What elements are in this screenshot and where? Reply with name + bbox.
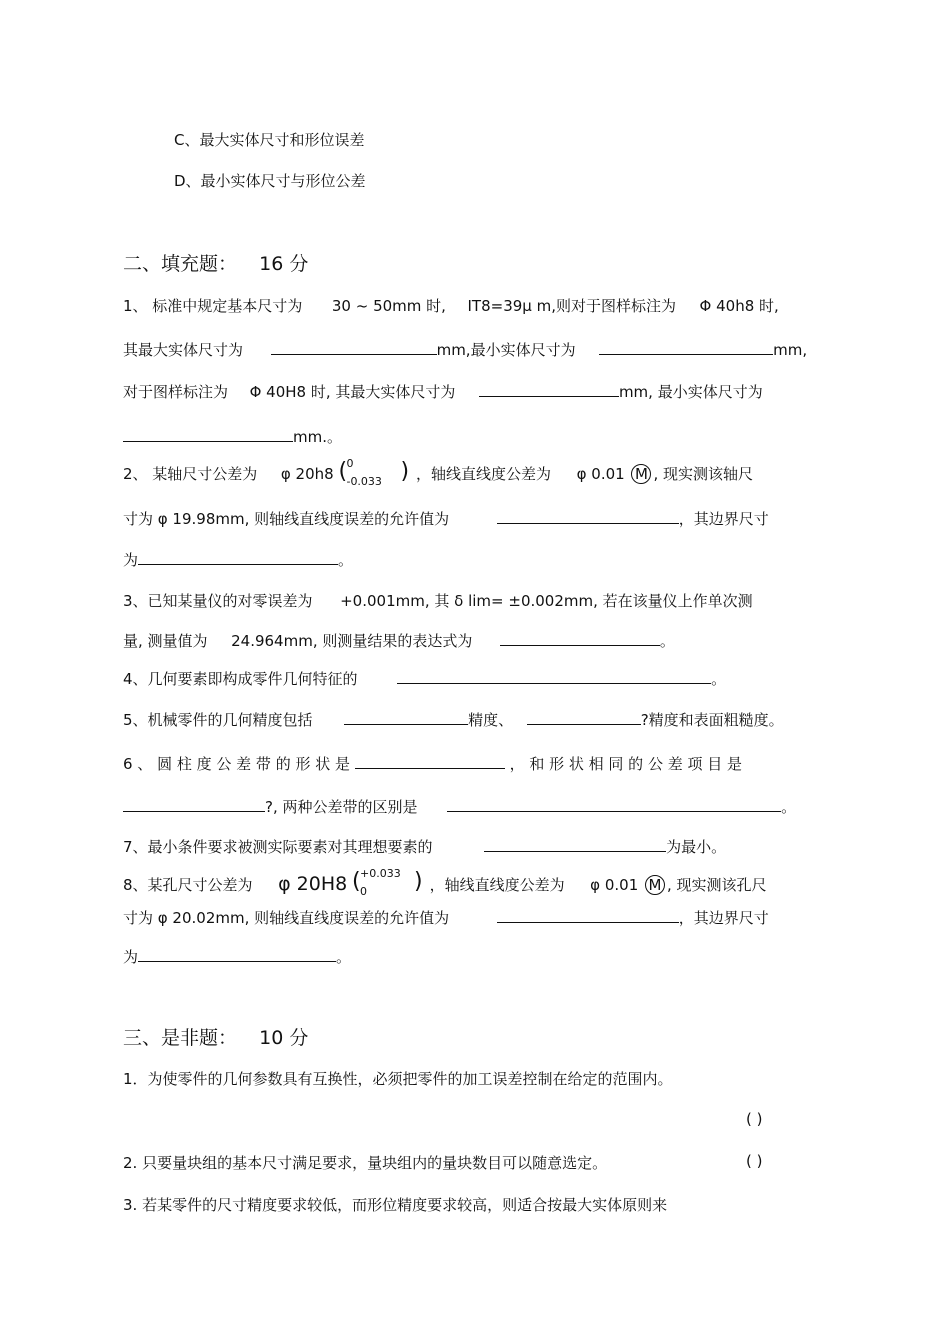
q2-text: 寸为 φ 19.98mm, 则轴线直线度误差的允许值为 bbox=[123, 510, 450, 528]
blank-field[interactable] bbox=[447, 795, 781, 812]
blank-field[interactable] bbox=[138, 548, 338, 565]
q1-text: mm.。 bbox=[293, 428, 342, 446]
blank-field[interactable] bbox=[497, 507, 679, 524]
q2-shaft-size: φ 20h8 bbox=[280, 465, 334, 483]
option-c: C、最大实体尺寸和形位误差 bbox=[174, 131, 365, 149]
tol-upper: +0.033 bbox=[360, 867, 401, 880]
q8-text: ，其边界尺寸 bbox=[678, 909, 769, 927]
q1-line1 bbox=[123, 295, 779, 317]
q4-line bbox=[123, 667, 726, 689]
q5-text: 5、机械零件的几何精度包括 bbox=[123, 711, 313, 729]
q3-line2 bbox=[123, 629, 675, 651]
blank-field[interactable] bbox=[138, 945, 336, 962]
q6-text: ， 和 形 状 相 同 的 公 差 项 目 是 bbox=[509, 755, 743, 773]
q2-text: ，轴线直线度公差为 bbox=[416, 465, 552, 483]
q4-text: 4、几何要素即构成零件几何特征的 bbox=[123, 670, 358, 688]
q2-line1 bbox=[123, 457, 753, 488]
section2-heading bbox=[123, 251, 308, 277]
section3-score: 10 分 bbox=[259, 1027, 309, 1049]
q3-text: +0.001mm, 其 δ lim= ±0.002mm, 若在该量仪上作单次测 bbox=[340, 592, 753, 610]
blank-field[interactable] bbox=[123, 795, 265, 812]
q1-text: mm, bbox=[773, 341, 808, 359]
q8-text: φ 0.01 bbox=[590, 876, 639, 894]
q1-text: Φ 40H8 时, 其最大实体尺寸为 bbox=[249, 383, 456, 401]
section3-title: 三、是非题： bbox=[123, 1027, 238, 1049]
blank-field[interactable] bbox=[497, 906, 679, 923]
q7-text: 7、最小条件要求被测实际要素对其理想要素的 bbox=[123, 838, 433, 856]
q8-text: , 现实测该孔尺 bbox=[667, 876, 767, 894]
blank-field[interactable] bbox=[599, 338, 773, 355]
tol-lower: 0 bbox=[360, 885, 368, 898]
q2-line3 bbox=[123, 548, 353, 570]
blank-field[interactable] bbox=[527, 708, 641, 725]
q3-text: 24.964mm, 则测量结果的表达式为 bbox=[231, 632, 473, 650]
q8-text: 寸为 φ 20.02mm, 则轴线直线度误差的允许值为 bbox=[123, 909, 450, 927]
section3-heading bbox=[123, 1025, 308, 1051]
q8-text: ，轴线直线度公差为 bbox=[429, 876, 565, 894]
q7-text: 为最小。 bbox=[666, 838, 727, 856]
q3-text: 3、已知某量仪的对零误差为 bbox=[123, 592, 313, 610]
q6-line1 bbox=[123, 752, 742, 774]
q8-line2 bbox=[123, 906, 769, 928]
tol-upper: 0 bbox=[346, 457, 354, 470]
q2-text: φ 0.01 bbox=[576, 465, 625, 483]
q6-line2 bbox=[123, 795, 796, 817]
q1-line2 bbox=[123, 338, 807, 360]
section2-title: 二、填充题： bbox=[123, 253, 238, 275]
q1-text: IT8=39μ m,则对于图样标注为 bbox=[467, 297, 676, 315]
q1-text: 对于图样标注为 bbox=[123, 383, 229, 401]
q3-text: 。 bbox=[659, 632, 675, 650]
q8-hole-size: φ 20H8 bbox=[278, 873, 348, 895]
q7-line bbox=[123, 835, 726, 857]
q6-text: ?, 两种公差带的区别是 bbox=[265, 798, 418, 816]
q6-text: 6 、 圆 柱 度 公 差 带 的 形 状 是 bbox=[123, 755, 350, 773]
q8-text: 8、某孔尺寸公差为 bbox=[123, 876, 253, 894]
q1-text: mm,最小实体尺寸为 bbox=[436, 341, 576, 359]
tf-q2: 2. 只要量块组的基本尺寸满足要求，量块组内的量块数目可以随意选定。 bbox=[123, 1154, 608, 1172]
q1-line3 bbox=[123, 380, 763, 402]
q1-text: Φ 40h8 时, bbox=[699, 297, 779, 315]
blank-field[interactable] bbox=[344, 708, 468, 725]
q2-text: 为 bbox=[123, 551, 139, 569]
blank-field[interactable] bbox=[123, 425, 293, 442]
q8-line3 bbox=[123, 945, 351, 967]
q3-text: 量, 测量值为 bbox=[123, 632, 208, 650]
blank-field[interactable] bbox=[500, 629, 660, 646]
q2-text: 2、 某轴尺寸公差为 bbox=[123, 465, 258, 483]
answer-paren[interactable]: ( ) bbox=[746, 1152, 763, 1170]
tf-q1: 1．为使零件的几何参数具有互换性，必须把零件的加工误差控制在给定的范围内。 bbox=[123, 1070, 673, 1088]
option-d: D、最小实体尺寸与形位公差 bbox=[174, 172, 366, 190]
q8-text: 。 bbox=[336, 948, 352, 966]
q2-text: ，其边界尺寸 bbox=[678, 510, 769, 528]
tol-lower: -0.033 bbox=[346, 475, 382, 488]
blank-field[interactable] bbox=[355, 752, 505, 769]
q5-text: ?精度和表面粗糙度。 bbox=[640, 711, 784, 729]
q8-tolerance: ( +0.033 0 ) bbox=[352, 873, 410, 895]
q5-line bbox=[123, 708, 784, 730]
mmc-symbol: M bbox=[631, 464, 651, 484]
q4-text: 。 bbox=[711, 670, 727, 688]
tf-q3: 3. 若某零件的尺寸精度要求较低，而形位精度要求较高，则适合按最大实体原则来 bbox=[123, 1196, 668, 1214]
q2-text: 。 bbox=[338, 551, 354, 569]
q2-line2 bbox=[123, 507, 769, 529]
q3-line1 bbox=[123, 590, 753, 612]
blank-field[interactable] bbox=[479, 380, 619, 397]
q5-text: 精度、 bbox=[468, 711, 514, 729]
q8-line1 bbox=[123, 867, 767, 898]
answer-paren[interactable]: ( ) bbox=[746, 1110, 763, 1128]
blank-field[interactable] bbox=[271, 338, 437, 355]
q1-text: mm, 最小实体尺寸为 bbox=[618, 383, 763, 401]
q1-text: 30 ~ 50mm 时, bbox=[331, 297, 446, 315]
q2-text: , 现实测该轴尺 bbox=[653, 465, 753, 483]
q6-text: 。 bbox=[781, 798, 797, 816]
blank-field[interactable] bbox=[397, 667, 711, 684]
mmc-symbol: M bbox=[645, 875, 665, 895]
q2-tolerance: ( 0 -0.033 ) bbox=[338, 463, 396, 485]
q1-text: 1、 标准中规定基本尺寸为 bbox=[123, 297, 303, 315]
q1-text: 其最大实体尺寸为 bbox=[123, 341, 244, 359]
q8-text: 为 bbox=[123, 948, 139, 966]
section2-score: 16 分 bbox=[259, 253, 309, 275]
blank-field[interactable] bbox=[484, 835, 666, 852]
q1-line4 bbox=[123, 425, 342, 447]
